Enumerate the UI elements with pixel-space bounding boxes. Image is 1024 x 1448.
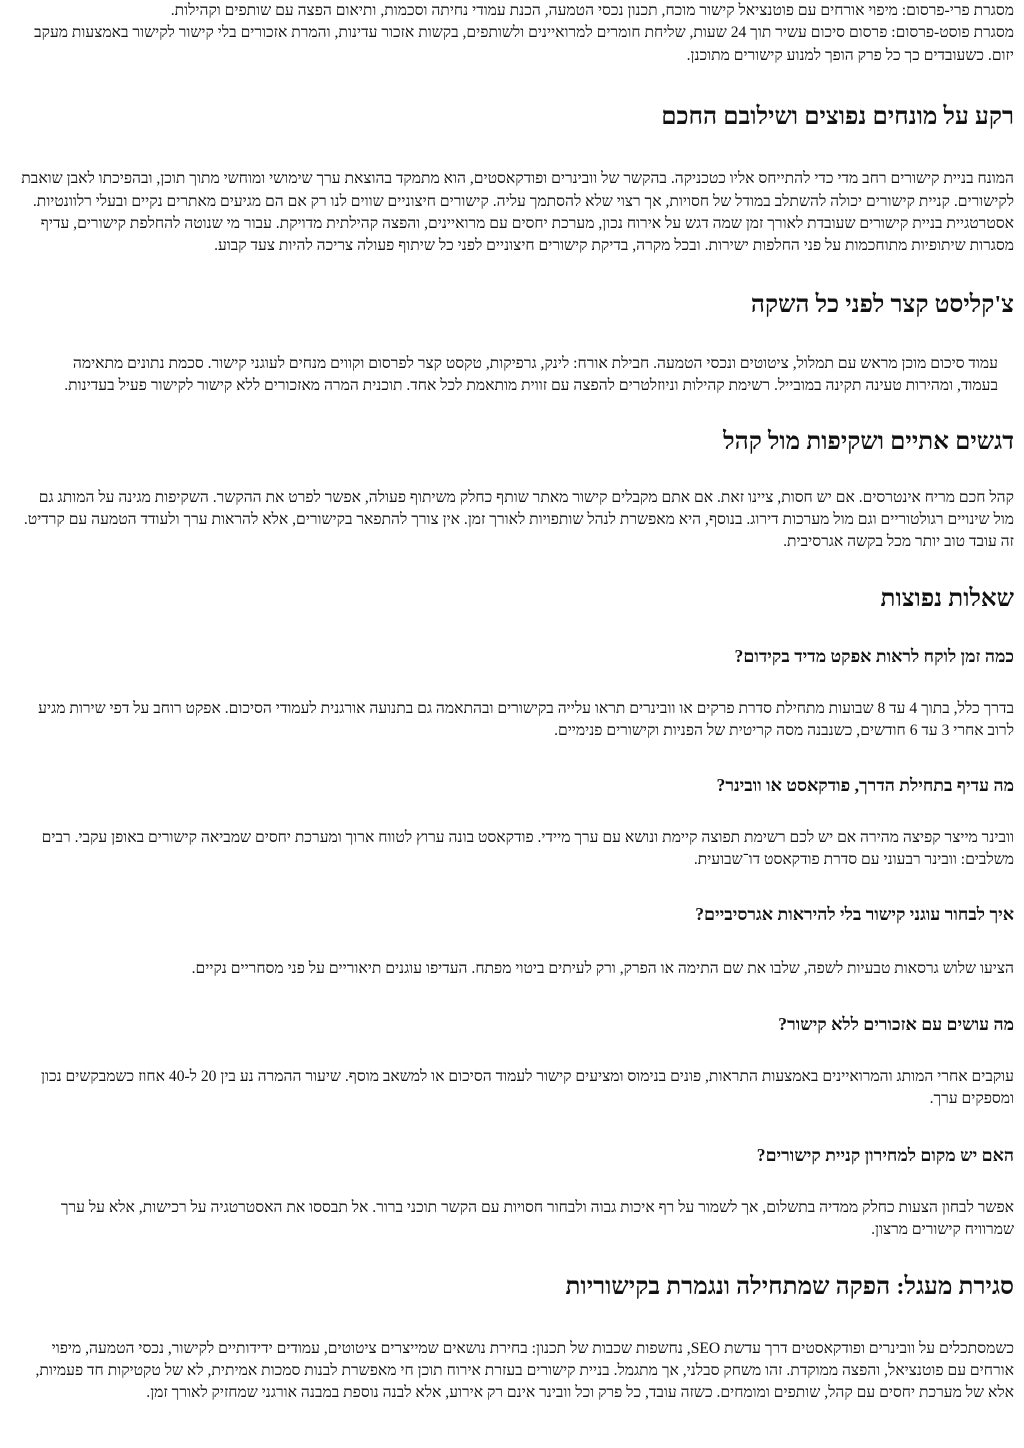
faq-question: מה עדיף בתחילת הדרך, פודקאסט או וובינר? xyxy=(716,774,1014,795)
faq-answer: אפשר לבחון הצעות כחלק ממדיה בתשלום, אך לשמור על רף איכות גבוה ולבחור חסויות עם הקשר תוכני ברור. אל תבססו את האסטרטגיה על רכישות, אלא על ערך שמרוויח קישורים מרצון. xyxy=(60,1198,1014,1239)
faq-question: איך לבחור עוגני קישור בלי להיראות אגרסיביים? xyxy=(695,903,1014,924)
intro-paragraph-post-publish: מסגרת פוסט-פרסום: פרסום סיכום עשיר תוך 24 שעות, שליחת חומרים למרואיינים ולשותפים, בקשות אזכור עדינות, והמרת אזכורים בלי קישור לקישור באמצעות מעקב יזום. כשעובדים כך כל פרק הופך למנוע קישורים מתוכנן. xyxy=(34,24,1014,64)
section-heading-ethics: דגשים אתיים ושקיפות מול קהל xyxy=(723,427,1014,455)
section-heading-closing: סגירת מעגל: הפקה שמתחילה ונגמרת בקישוריות xyxy=(565,1272,1014,1300)
intro-paragraph-pre-publish: מסגרת פרי-פרסום: מיפוי אורחים עם פוטנציאל קישור מוכח, תכנון נכסי הטמעה, הכנת עמודי נחיתה וסכמות, ותיאום הפצה עם שותפים וקהילות. xyxy=(170,2,1014,19)
section-body-ethics: קהל חכם מריח אינטרסים. אם יש חסות, ציינו זאת. אם אתם מקבלים קישור מאתר שותף כחלק משיתוף פעולה, אפשר לפרט את ההקשר. השקיפות מגינה על המותג גם מול שינויים רגולטוריים וגם מול מערכות דירוג. בנוסף, היא מאפשרת לנהל שותפויות לאורך זמן. אין צורך להתפאר בקישורים, אלא להראות ערך ולעודד הטמעה עם קרדיט. זה עובד טוב יותר מכל בקשה אגרסיבית. xyxy=(23,488,1014,551)
faq-question: מה עושים עם אזכורים ללא קישור? xyxy=(778,1013,1014,1034)
section-heading-faq: שאלות נפוצות xyxy=(880,584,1014,612)
faq-answer: עוקבים אחרי המותג והמרואיינים באמצעות התראות, פונים בנימוס ומציעים קישור לעמוד הסיכום או למשאב מוסף. שיעור ההמרה נע בין 20 ל-40 אחוז כשמבקשים נכון ומספקים ערך. xyxy=(40,1067,1014,1108)
section-heading-checklist: צ'קליסט קצר לפני כל השקה xyxy=(750,290,1014,318)
section-body-background: המונח בניית קישורים רחב מדי כדי להתייחס אליו כטכניקה. בהקשר של וובינרים ופודקאסטים, הוא מתמקד בהוצאת ערך שימושי ומוחשי מתוך תוכן, ובהפיכתו לאבן שואבת לקישורים. קניית קישורים יכולה להשתלב במודל של חסויות, אך רצוי שלא להסתמך עליה. קישורים חיצוניים שווים לנו רק אם הם מגיעים מאתרים נקיים ובעלי רלוונטיות. אסטרטגיית בניית קישורים שעובדת לאורך זמן שמה דגש על אירוח נכון, מערכת יחסים עם מרואיינים, והפצה קהילתית מדויקת. עבור מי שנוטה להחלפת קישורים, עדיף מסגרות שיתופיות מתוחכמות על פני החלפות ישירות. ובכל מקרה, בדיקת קישורים חיצוניים לפני כל שיתוף פעולה צריכה להיות צעד קבוע. xyxy=(21,170,1014,255)
faq-answer: וובינר מייצר קפיצה מהירה אם יש לכם רשימת תפוצה קיימת ונושא עם ערך מיידי. פודקאסט בונה ערוץ לטווח ארוך ומערכת יחסים שמביאה קישורים באופן עקבי. רבים משלבים: וובינר רבעוני עם סדרת פודקאסט דו־שבועית. xyxy=(41,828,1014,869)
section-heading-background: רקע על מונחים נפוצים ושילובם החכם xyxy=(661,103,1014,131)
section-body-checklist: עמוד סיכום מוכן מראש עם תמלול, ציטוטים ונכסי הטמעה. חבילת אורח: לינק, גרפיקות, טקסט קצר לפרסום וקווים מנחים לעוגני קישור. סכמת נתונים מתאימה בעמוד, ומהירות טעינה תקינה במובייל. רשימת קהילות וניוזלטרים להפצה עם זווית מותאמת לכל אחד. תוכנית המרה מאזכורים ללא קישור לקישור פעיל בעדינות. xyxy=(64,354,998,395)
faq-answer: הציעו שלוש גרסאות טבעיות לשפה, שלבו את שם התימה או הפרק, ורק לעיתים ביטוי מפתח. העדיפו עוגנים תיאוריים על פני מסחריים נקיים. xyxy=(191,959,1014,977)
faq-question: האם יש מקום למחירון קניית קישורים? xyxy=(756,1144,1014,1165)
section-body-closing: כשמסתכלים על וובינרים ופודקאסטים דרך עדשת SEO, נחשפות שכבות של תכנון: בחירת נושאים שמייצרים ציטוטים, עמודים ידידותיים לקישור, נכסי הטמעה, מיפוי אורחים עם פוטנציאל, והפצה ממוקדת. זהו משחק סבלני, אך מתגמל. בניית קישורים בעזרת אירוח תוכן חי מאפשרת לבנות סמכות אמיתית, לא של טקטיקות חד פעמיות, אלא של מערכת יחסים עם קהל, שותפים ומומחים. כשזה עובד, כל פרק וכל וובינר אינם רק אירוע, אלא לבנה נוספת במבנה אורגני שמחזיק לאורך זמן. xyxy=(35,1339,1014,1402)
faq-answer: בדרך כלל, בתוך 4 עד 8 שבועות מתחילת סדרת פרקים או וובינרים תראו עלייה בקישורים ובהתאמה גם בתנועה אורגנית לעמודי הסיכום. אפקט רוחב על דפי שירות מגיע לרוב אחרי 3 עד 6 חודשים, כשנבנה מסה קריטית של הפניות וקישורים פנימיים. xyxy=(38,699,1014,740)
faq-question: כמה זמן לוקח לראות אפקט מדיד בקידום? xyxy=(734,645,1014,666)
